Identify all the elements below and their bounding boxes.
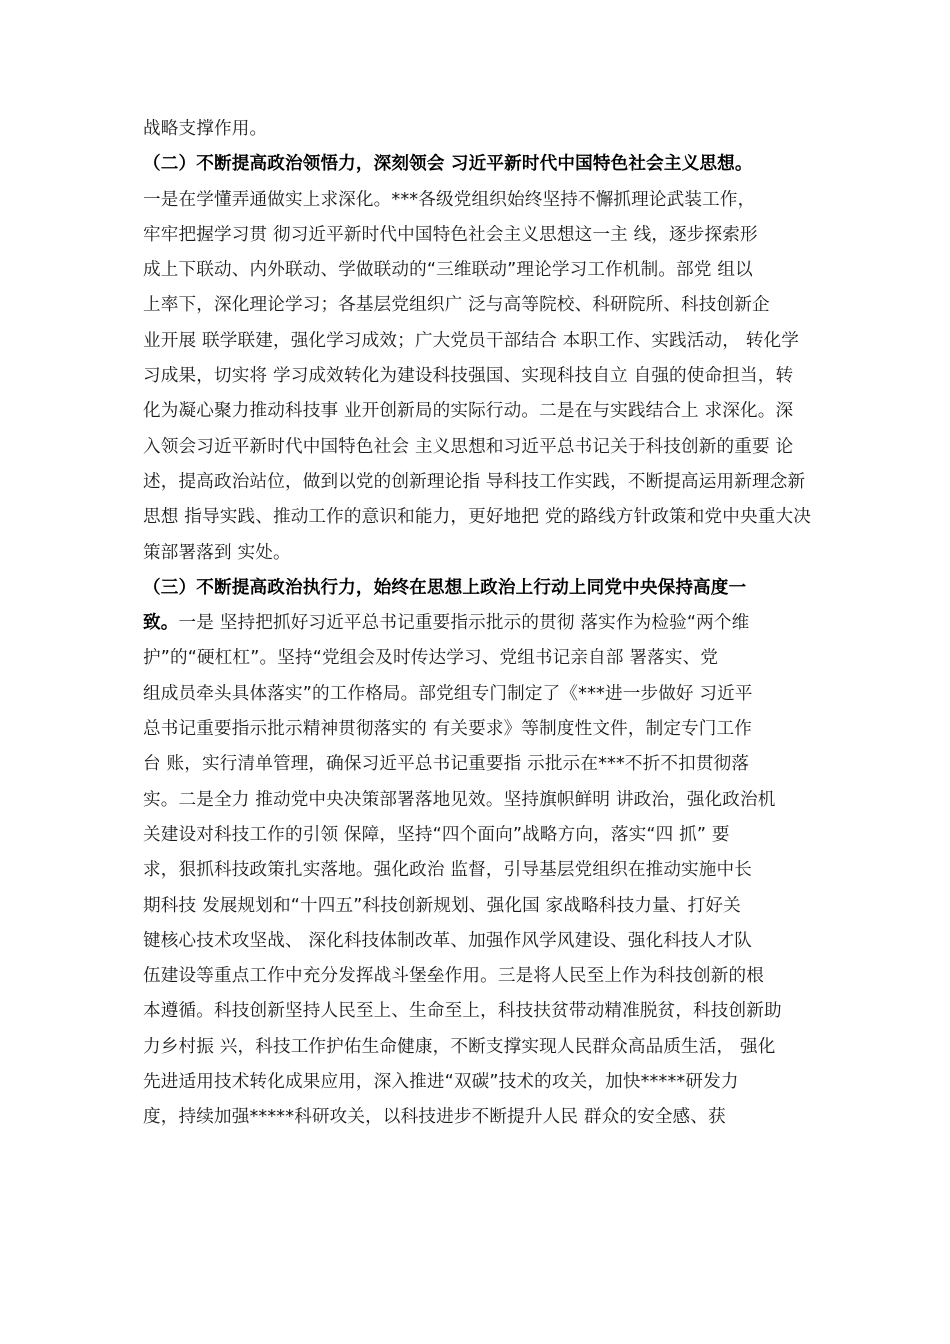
text-line <box>143 641 823 676</box>
body-text: 求，狠抓科技政策扎实落地。强化政治 监督，引导基层党组织在推动实施中长 <box>143 860 753 881</box>
text-line <box>143 712 823 747</box>
body-text: 力乡村振 兴，科技工作护佑生命健康，不断支撑实现人民群众高品质生活， 强化 <box>143 1036 776 1057</box>
body-text: 策部署落到 实处。 <box>143 542 291 563</box>
text-line <box>143 1065 823 1100</box>
text-line <box>143 1100 823 1135</box>
body-text: 护”的“硬杠杠”。坚持“党组会及时传达学习、党组书记亲自部 署落实、党 <box>143 648 719 669</box>
text-line <box>143 112 823 147</box>
text-line <box>143 1030 823 1065</box>
text-line <box>143 430 823 465</box>
document-body <box>143 112 823 1136</box>
heading-text: （三）不断提高政治执行力，始终在思想上政治上行动上同党中央保持高度一 <box>143 577 747 598</box>
text-line <box>143 818 823 853</box>
text-line <box>143 959 823 994</box>
body-text: 一是 坚持把抓好习近平总书记重要指示批示的贯彻 落实作为检验“两个维 <box>178 613 750 634</box>
body-text: 先进适用技术转化成果应用，深入推进“双碳”技术的攻关，加快*****研发力 <box>143 1072 739 1093</box>
body-text: 成上下联动、内外联动、学做联动的“三维联动”理论学习工作机制。部党 组以 <box>143 260 753 281</box>
text-line <box>143 571 823 606</box>
text-line <box>143 218 823 253</box>
text-line <box>143 606 823 641</box>
body-text: 总书记重要指示批示精神贯彻落实的 有关要求》等制度性文件，制定专门工作 <box>143 719 753 740</box>
body-text: 实。二是全力 推动党中央决策部署落地见效。坚持旗帜鲜明 讲政治，强化政治机 <box>143 789 776 810</box>
text-line <box>143 783 823 818</box>
text-line <box>143 889 823 924</box>
body-text: 上率下，深化理论学习；各基层党组织广 泛与高等院校、科研院所、科技创新企 <box>143 295 770 316</box>
body-text: 期科技 发展规划和“十四五”科技创新规划、强化国 家战略科技力量、打好关 <box>143 895 741 916</box>
text-line <box>143 536 823 571</box>
text-line <box>143 359 823 394</box>
text-line <box>143 500 823 535</box>
body-text: 战略支撑作用。 <box>143 119 268 139</box>
body-text: 习成果，切实将 学习成效转化为建设科技强国、实现科技自立 自强的使命担当，转 <box>143 366 794 387</box>
body-text: 牢牢把握学习贯 彻习近平新时代中国特色社会主义思想这一主 线，逐步探索形 <box>143 224 758 245</box>
text-line <box>143 394 823 429</box>
body-text: 一是在学懂弄通做实上求深化。***各级党组织始终坚持不懈抓理论武装工作， <box>143 189 756 210</box>
text-line <box>143 994 823 1029</box>
text-line <box>143 677 823 712</box>
body-text: 思想 指导实践、推动工作的意识和能力，更好地把 党的路线方针政策和党中央重大决 <box>143 507 812 528</box>
body-text: 键核心技术攻坚战、 深化科技体制改革、加强作风学风建设、强化科技人才队 <box>143 930 753 951</box>
body-text: 伍建设等重点工作中充分发挥战斗堡垒作用。三是将人民至上作为科技创新的根 <box>143 966 765 987</box>
text-line <box>143 253 823 288</box>
text-line <box>143 747 823 782</box>
heading-text: （二）不断提高政治领悟力，深刻领会 习近平新时代中国特色社会主义思想。 <box>143 154 753 175</box>
body-text: 关建设对科技工作的引领 保障，坚持“四个面向”战略方向，落实“四 抓” 要 <box>143 824 730 845</box>
body-text: 化为凝心聚力推动科技事 业开创新局的实际行动。二是在与实践结合上 求深化。深 <box>143 401 794 422</box>
text-line <box>143 924 823 959</box>
body-text: 入领会习近平新时代中国特色社会 主义思想和习近平总书记关于科技创新的重要 论 <box>143 436 794 457</box>
body-text: 述，提高政治站位，做到以党的创新理论指 导科技工作实践，不断提高运用新理念新 <box>143 471 806 492</box>
text-line <box>143 324 823 359</box>
text-line <box>143 183 823 218</box>
heading-text: 致。 <box>143 613 179 634</box>
body-text: 度，持续加强*****科研攻关，以科技进步不断提升人民 群众的安全感、获 <box>143 1107 726 1128</box>
text-line <box>143 288 823 323</box>
text-line <box>143 853 823 888</box>
body-text: 本遵循。科技创新坚持人民至上、生命至上，科技扶贫带动精准脱贫，科技创新助 <box>143 1001 782 1022</box>
text-line <box>143 465 823 500</box>
body-text: 组成员牵头具体落实”的工作格局。部党组专门制定了《***进一步做好 习近平 <box>143 683 753 704</box>
body-text: 业开展 联学联建，强化学习成效；广大党员干部结合 本职工作、实践活动， 转化学 <box>143 330 800 351</box>
text-line <box>143 147 823 182</box>
body-text: 台 账，实行清单管理，确保习近平总书记重要指 示批示在***不折不扣贯彻落 <box>143 754 750 775</box>
